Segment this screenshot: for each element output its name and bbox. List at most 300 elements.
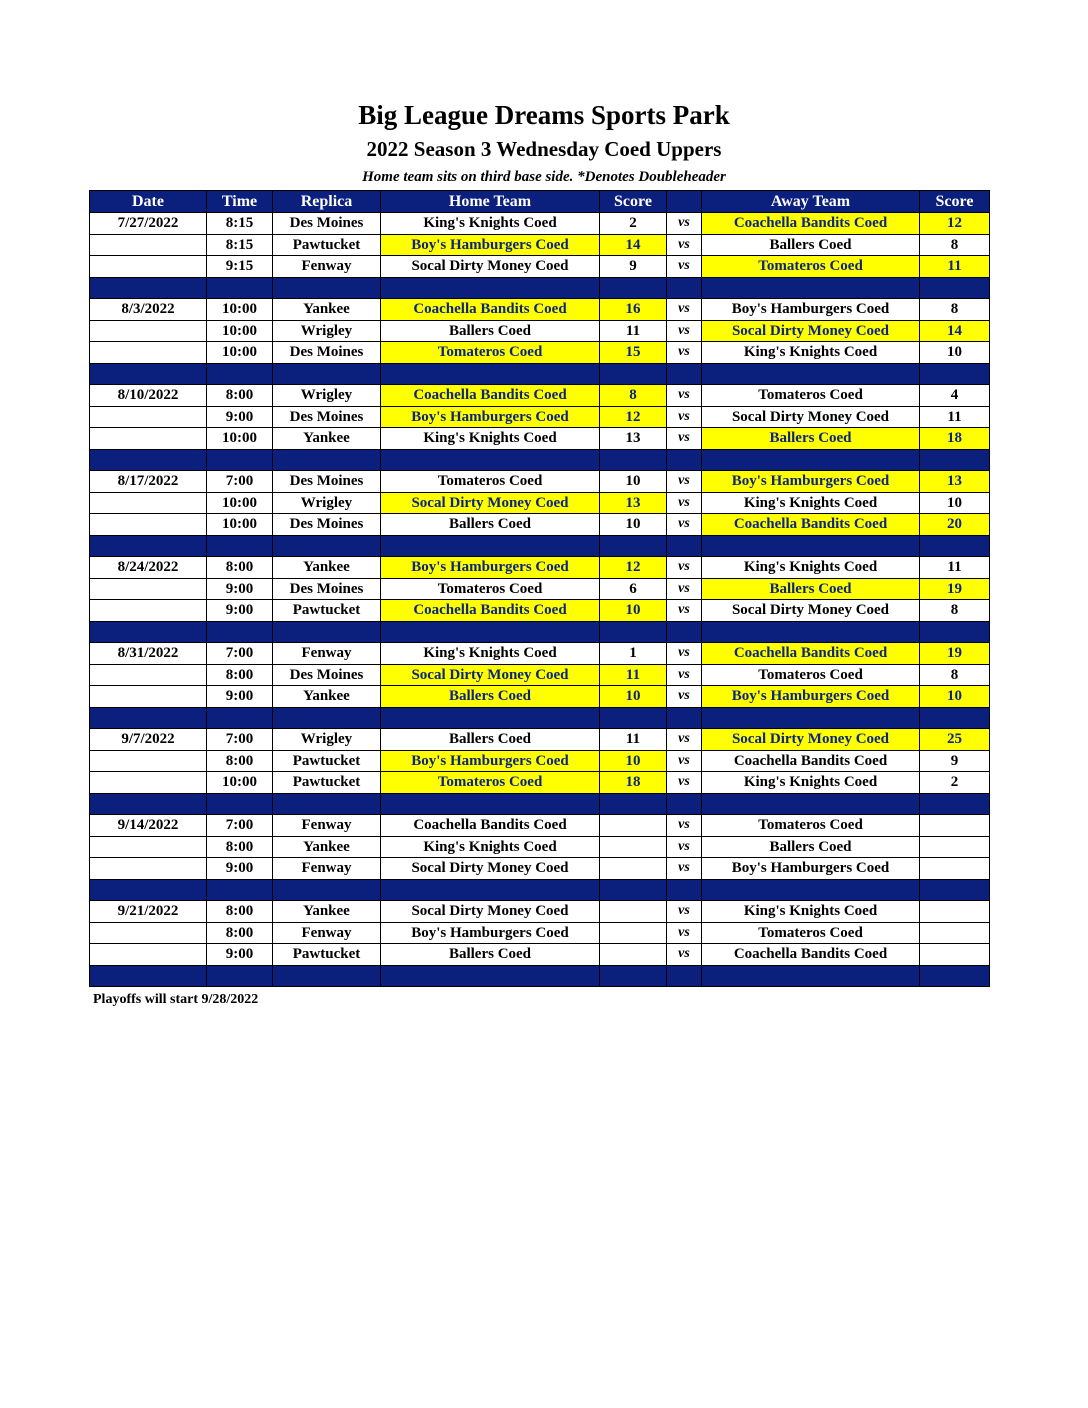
separator-cell [273, 363, 381, 385]
home-score-cell: 18 [600, 772, 667, 794]
home-team-cell: King's Knights Coed [381, 428, 600, 450]
home-score-cell: 8 [600, 385, 667, 407]
replica-cell: Des Moines [273, 514, 381, 536]
replica-cell: Yankee [273, 299, 381, 321]
away-score-cell: 4 [920, 385, 990, 407]
date-cell: 9/7/2022 [90, 729, 207, 751]
vs-cell: vs [667, 922, 702, 944]
date-cell [90, 686, 207, 708]
home-score-cell [600, 836, 667, 858]
vs-cell: vs [667, 772, 702, 794]
home-score-cell: 14 [600, 234, 667, 256]
vs-cell: vs [667, 342, 702, 364]
separator-cell [667, 793, 702, 815]
separator-cell [702, 363, 920, 385]
time-cell: 8:00 [207, 750, 273, 772]
vs-cell: vs [667, 578, 702, 600]
away-score-cell: 19 [920, 578, 990, 600]
separator-cell [207, 363, 273, 385]
date-cell [90, 256, 207, 278]
home-score-cell: 10 [600, 750, 667, 772]
vs-cell: vs [667, 600, 702, 622]
date-cell [90, 578, 207, 600]
separator-cell [207, 793, 273, 815]
separator-cell [920, 277, 990, 299]
vs-cell: vs [667, 234, 702, 256]
time-cell: 8:00 [207, 836, 273, 858]
vs-cell: vs [667, 836, 702, 858]
table-row [90, 406, 990, 428]
away-score-cell: 19 [920, 643, 990, 665]
time-cell: 10:00 [207, 772, 273, 794]
home-team-cell: Coachella Bandits Coed [381, 385, 600, 407]
separator-cell [920, 535, 990, 557]
home-team-cell: Boy's Hamburgers Coed [381, 922, 600, 944]
date-cell [90, 492, 207, 514]
vs-cell: vs [667, 471, 702, 493]
home-score-cell [600, 922, 667, 944]
date-cell [90, 600, 207, 622]
replica-cell: Fenway [273, 922, 381, 944]
home-team-cell: Ballers Coed [381, 320, 600, 342]
col-date: Date [90, 191, 207, 213]
away-team-cell: Boy's Hamburgers Coed [702, 471, 920, 493]
time-cell: 8:00 [207, 385, 273, 407]
date-cell: 8/17/2022 [90, 471, 207, 493]
replica-cell: Wrigley [273, 729, 381, 751]
separator-cell [667, 965, 702, 987]
table-row [90, 342, 990, 364]
vs-cell: vs [667, 664, 702, 686]
away-team-cell: King's Knights Coed [702, 901, 920, 923]
page-subtitle: 2022 Season 3 Wednesday Coed Uppers [366, 137, 722, 161]
separator-cell [600, 535, 667, 557]
vs-cell: vs [667, 320, 702, 342]
week-separator-row [90, 449, 990, 471]
away-team-cell: Ballers Coed [702, 578, 920, 600]
separator-cell [600, 879, 667, 901]
separator-cell [920, 793, 990, 815]
separator-cell [702, 621, 920, 643]
separator-cell [920, 879, 990, 901]
time-cell: 9:00 [207, 858, 273, 880]
separator-cell [702, 449, 920, 471]
separator-cell [667, 449, 702, 471]
separator-cell [381, 535, 600, 557]
replica-cell: Pawtucket [273, 600, 381, 622]
away-score-cell: 11 [920, 256, 990, 278]
playoffs-note: Playoffs will start 9/28/2022 [93, 992, 259, 1007]
table-row [90, 686, 990, 708]
home-score-cell: 12 [600, 557, 667, 579]
separator-cell [667, 621, 702, 643]
separator-cell [273, 707, 381, 729]
away-score-cell: 10 [920, 342, 990, 364]
home-team-cell: Tomateros Coed [381, 342, 600, 364]
table-row [90, 213, 990, 235]
time-cell: 8:15 [207, 213, 273, 235]
away-team-cell: Tomateros Coed [702, 815, 920, 837]
separator-cell [667, 277, 702, 299]
home-score-cell: 10 [600, 686, 667, 708]
away-score-cell: 10 [920, 686, 990, 708]
home-team-cell: King's Knights Coed [381, 643, 600, 665]
away-team-cell: Coachella Bandits Coed [702, 944, 920, 966]
away-score-cell: 20 [920, 514, 990, 536]
week-separator-row [90, 965, 990, 987]
week-separator-row [90, 363, 990, 385]
time-cell: 8:15 [207, 234, 273, 256]
separator-cell [702, 707, 920, 729]
time-cell: 9:00 [207, 600, 273, 622]
replica-cell: Des Moines [273, 578, 381, 600]
replica-cell: Wrigley [273, 320, 381, 342]
away-score-cell: 25 [920, 729, 990, 751]
vs-cell: vs [667, 385, 702, 407]
away-score-cell: 14 [920, 320, 990, 342]
time-cell: 8:00 [207, 557, 273, 579]
separator-cell [702, 965, 920, 987]
week-separator-row [90, 707, 990, 729]
home-score-cell: 2 [600, 213, 667, 235]
separator-cell [920, 621, 990, 643]
home-score-cell: 10 [600, 600, 667, 622]
away-score-cell: 2 [920, 772, 990, 794]
away-team-cell: Tomateros Coed [702, 256, 920, 278]
away-score-cell: 11 [920, 406, 990, 428]
col-home-score: Score [600, 191, 667, 213]
separator-cell [920, 707, 990, 729]
date-cell: 8/31/2022 [90, 643, 207, 665]
replica-cell: Fenway [273, 643, 381, 665]
replica-cell: Yankee [273, 686, 381, 708]
separator-cell [381, 621, 600, 643]
header-row [90, 191, 990, 213]
separator-cell [381, 707, 600, 729]
home-team-cell: Coachella Bandits Coed [381, 815, 600, 837]
table-row [90, 944, 990, 966]
replica-cell: Pawtucket [273, 772, 381, 794]
table-row [90, 234, 990, 256]
replica-cell: Pawtucket [273, 944, 381, 966]
home-team-cell: King's Knights Coed [381, 836, 600, 858]
col-replica: Replica [273, 191, 381, 213]
date-cell [90, 406, 207, 428]
vs-cell: vs [667, 514, 702, 536]
away-team-cell: Socal Dirty Money Coed [702, 406, 920, 428]
separator-cell [273, 621, 381, 643]
away-score-cell: 8 [920, 664, 990, 686]
separator-cell [207, 965, 273, 987]
away-team-cell: Socal Dirty Money Coed [702, 729, 920, 751]
replica-cell: Pawtucket [273, 750, 381, 772]
away-score-cell: 13 [920, 471, 990, 493]
time-cell: 7:00 [207, 729, 273, 751]
away-team-cell: Ballers Coed [702, 836, 920, 858]
time-cell: 10:00 [207, 320, 273, 342]
home-score-cell: 13 [600, 428, 667, 450]
away-score-cell [920, 901, 990, 923]
replica-cell: Yankee [273, 836, 381, 858]
date-cell [90, 514, 207, 536]
away-team-cell: Socal Dirty Money Coed [702, 320, 920, 342]
time-cell: 7:00 [207, 471, 273, 493]
away-team-cell: King's Knights Coed [702, 772, 920, 794]
separator-cell [702, 793, 920, 815]
separator-cell [381, 965, 600, 987]
home-team-cell: Ballers Coed [381, 686, 600, 708]
vs-cell: vs [667, 557, 702, 579]
separator-cell [273, 535, 381, 557]
col-vs [667, 191, 702, 213]
table-row [90, 836, 990, 858]
away-score-cell: 10 [920, 492, 990, 514]
separator-cell [90, 277, 207, 299]
home-team-cell: Ballers Coed [381, 944, 600, 966]
time-cell: 10:00 [207, 299, 273, 321]
separator-cell [381, 879, 600, 901]
date-cell [90, 320, 207, 342]
home-team-cell: Tomateros Coed [381, 772, 600, 794]
away-team-cell: Coachella Bandits Coed [702, 213, 920, 235]
time-cell: 9:00 [207, 686, 273, 708]
week-separator-row [90, 621, 990, 643]
away-team-cell: Tomateros Coed [702, 922, 920, 944]
time-cell: 10:00 [207, 428, 273, 450]
separator-cell [273, 793, 381, 815]
away-team-cell: Coachella Bandits Coed [702, 514, 920, 536]
separator-cell [90, 879, 207, 901]
date-cell: 8/3/2022 [90, 299, 207, 321]
week-separator-row [90, 535, 990, 557]
separator-cell [207, 879, 273, 901]
home-score-cell [600, 815, 667, 837]
away-score-cell [920, 922, 990, 944]
date-cell [90, 664, 207, 686]
vs-cell: vs [667, 256, 702, 278]
vs-cell: vs [667, 815, 702, 837]
home-score-cell: 10 [600, 471, 667, 493]
home-score-cell: 16 [600, 299, 667, 321]
away-score-cell: 18 [920, 428, 990, 450]
separator-cell [273, 879, 381, 901]
table-row [90, 514, 990, 536]
separator-cell [600, 621, 667, 643]
date-cell: 9/21/2022 [90, 901, 207, 923]
schedule-note: Home team sits on third base side. *Denotes Doubleheader [362, 169, 726, 185]
away-score-cell: 8 [920, 600, 990, 622]
time-cell: 9:00 [207, 944, 273, 966]
time-cell: 10:00 [207, 492, 273, 514]
table-row [90, 750, 990, 772]
away-team-cell: Boy's Hamburgers Coed [702, 686, 920, 708]
away-score-cell: 8 [920, 234, 990, 256]
home-score-cell [600, 858, 667, 880]
date-cell [90, 922, 207, 944]
vs-cell: vs [667, 729, 702, 751]
replica-cell: Fenway [273, 858, 381, 880]
home-score-cell: 12 [600, 406, 667, 428]
time-cell: 8:00 [207, 664, 273, 686]
separator-cell [667, 707, 702, 729]
table-row [90, 922, 990, 944]
separator-cell [381, 363, 600, 385]
table-row [90, 471, 990, 493]
separator-cell [90, 535, 207, 557]
home-team-cell: Ballers Coed [381, 514, 600, 536]
separator-cell [381, 449, 600, 471]
schedule-table [89, 190, 990, 987]
replica-cell: Des Moines [273, 342, 381, 364]
separator-cell [90, 363, 207, 385]
away-score-cell [920, 836, 990, 858]
home-team-cell: Tomateros Coed [381, 578, 600, 600]
date-cell [90, 342, 207, 364]
separator-cell [600, 793, 667, 815]
vs-cell: vs [667, 686, 702, 708]
home-team-cell: King's Knights Coed [381, 213, 600, 235]
separator-cell [90, 793, 207, 815]
page-title: Big League Dreams Sports Park [358, 100, 730, 130]
week-separator-row [90, 277, 990, 299]
away-team-cell: Socal Dirty Money Coed [702, 600, 920, 622]
time-cell: 9:00 [207, 406, 273, 428]
date-cell [90, 750, 207, 772]
home-team-cell: Tomateros Coed [381, 471, 600, 493]
date-cell: 7/27/2022 [90, 213, 207, 235]
home-score-cell: 15 [600, 342, 667, 364]
date-cell: 9/14/2022 [90, 815, 207, 837]
table-row [90, 664, 990, 686]
replica-cell: Wrigley [273, 492, 381, 514]
away-score-cell [920, 858, 990, 880]
replica-cell: Yankee [273, 428, 381, 450]
table-row [90, 320, 990, 342]
home-team-cell: Boy's Hamburgers Coed [381, 557, 600, 579]
home-score-cell: 11 [600, 320, 667, 342]
table-row [90, 557, 990, 579]
vs-cell: vs [667, 428, 702, 450]
replica-cell: Des Moines [273, 406, 381, 428]
replica-cell: Des Moines [273, 471, 381, 493]
separator-cell [600, 363, 667, 385]
separator-cell [667, 363, 702, 385]
separator-cell [600, 449, 667, 471]
separator-cell [90, 449, 207, 471]
time-cell: 10:00 [207, 514, 273, 536]
col-away-team: Away Team [702, 191, 920, 213]
home-score-cell: 11 [600, 729, 667, 751]
away-score-cell [920, 815, 990, 837]
table-row [90, 901, 990, 923]
vs-cell: vs [667, 643, 702, 665]
home-score-cell: 1 [600, 643, 667, 665]
separator-cell [667, 879, 702, 901]
week-separator-row [90, 879, 990, 901]
away-score-cell [920, 944, 990, 966]
separator-cell [273, 277, 381, 299]
date-cell [90, 858, 207, 880]
separator-cell [600, 277, 667, 299]
home-team-cell: Socal Dirty Money Coed [381, 664, 600, 686]
time-cell: 7:00 [207, 643, 273, 665]
home-score-cell [600, 901, 667, 923]
replica-cell: Fenway [273, 256, 381, 278]
separator-cell [667, 535, 702, 557]
time-cell: 8:00 [207, 901, 273, 923]
time-cell: 9:00 [207, 578, 273, 600]
vs-cell: vs [667, 750, 702, 772]
home-team-cell: Boy's Hamburgers Coed [381, 406, 600, 428]
date-cell [90, 944, 207, 966]
vs-cell: vs [667, 406, 702, 428]
separator-cell [702, 879, 920, 901]
away-score-cell: 11 [920, 557, 990, 579]
away-team-cell: King's Knights Coed [702, 557, 920, 579]
schedule-body [90, 213, 990, 987]
date-cell [90, 234, 207, 256]
vs-cell: vs [667, 213, 702, 235]
col-away-score: Score [920, 191, 990, 213]
away-team-cell: Coachella Bandits Coed [702, 643, 920, 665]
home-score-cell: 6 [600, 578, 667, 600]
separator-cell [207, 277, 273, 299]
home-score-cell [600, 944, 667, 966]
date-cell [90, 836, 207, 858]
table-row [90, 256, 990, 278]
time-cell: 9:15 [207, 256, 273, 278]
replica-cell: Des Moines [273, 664, 381, 686]
away-team-cell: Tomateros Coed [702, 664, 920, 686]
away-team-cell: Ballers Coed [702, 428, 920, 450]
col-time: Time [207, 191, 273, 213]
separator-cell [381, 277, 600, 299]
away-score-cell: 12 [920, 213, 990, 235]
separator-cell [207, 621, 273, 643]
away-score-cell: 9 [920, 750, 990, 772]
vs-cell: vs [667, 944, 702, 966]
table-row [90, 578, 990, 600]
home-team-cell: Socal Dirty Money Coed [381, 901, 600, 923]
table-row [90, 492, 990, 514]
away-team-cell: Boy's Hamburgers Coed [702, 858, 920, 880]
separator-cell [207, 535, 273, 557]
replica-cell: Des Moines [273, 213, 381, 235]
vs-cell: vs [667, 858, 702, 880]
table-row [90, 385, 990, 407]
table-row [90, 643, 990, 665]
replica-cell: Yankee [273, 901, 381, 923]
week-separator-row [90, 793, 990, 815]
col-home-team: Home Team [381, 191, 600, 213]
table-row [90, 299, 990, 321]
home-team-cell: Ballers Coed [381, 729, 600, 751]
time-cell: 7:00 [207, 815, 273, 837]
separator-cell [920, 449, 990, 471]
separator-cell [90, 965, 207, 987]
home-team-cell: Boy's Hamburgers Coed [381, 750, 600, 772]
separator-cell [600, 707, 667, 729]
replica-cell: Fenway [273, 815, 381, 837]
replica-cell: Yankee [273, 557, 381, 579]
away-team-cell: Boy's Hamburgers Coed [702, 299, 920, 321]
separator-cell [273, 449, 381, 471]
away-score-cell: 8 [920, 299, 990, 321]
home-team-cell: Socal Dirty Money Coed [381, 492, 600, 514]
time-cell: 8:00 [207, 922, 273, 944]
home-score-cell: 10 [600, 514, 667, 536]
home-team-cell: Socal Dirty Money Coed [381, 858, 600, 880]
